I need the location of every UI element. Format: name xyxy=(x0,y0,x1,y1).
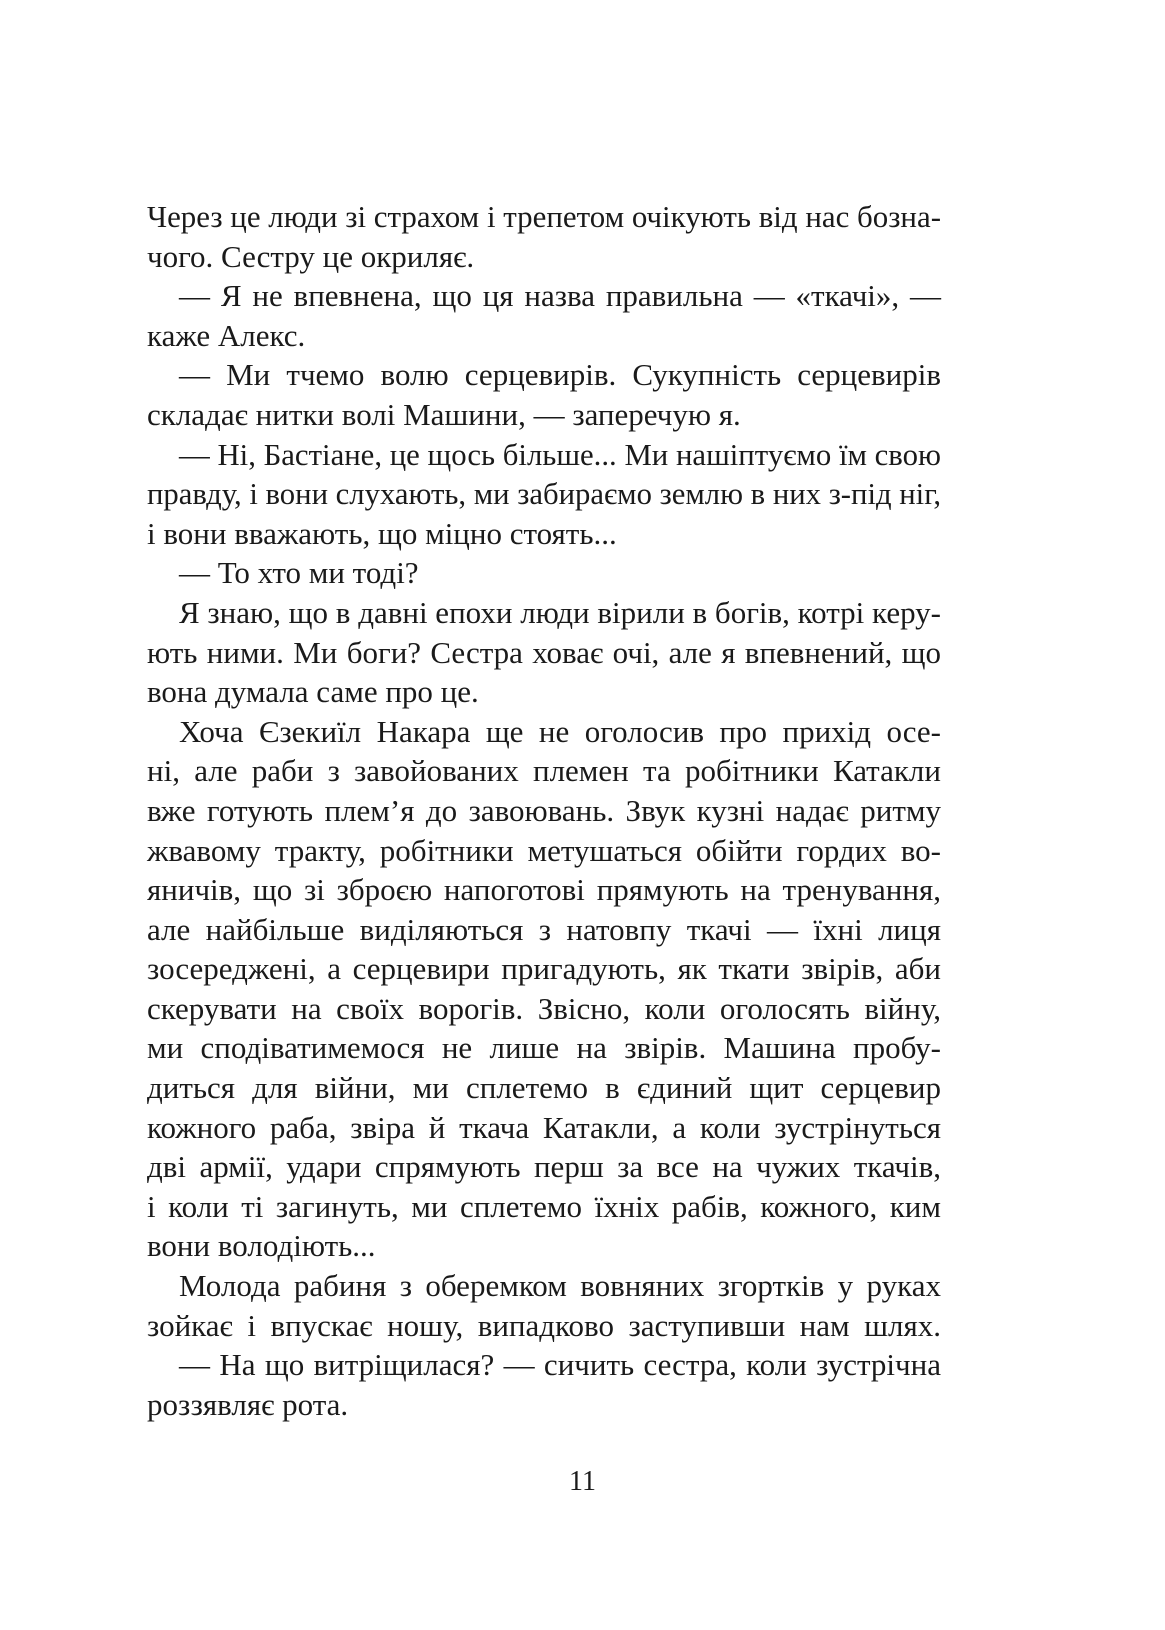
text-line: яничів, що зі зброєю напоготові прямують на тренування, xyxy=(147,872,941,908)
text-line: диться для війни, ми сплетемо в єдиний щит серцевир xyxy=(147,1070,941,1106)
text-line: жвавому тракту, робітники метушаться обійти гордих во- xyxy=(147,832,941,868)
text-line: Через це люди зі страхом і трепетом очікують від нас бозна- xyxy=(147,199,941,234)
text-line: Я знаю, що в давні епохи люди вірили в богів, котрі керу- xyxy=(179,594,941,630)
text-line: роззявляє рота. xyxy=(147,1386,349,1422)
text-line: ми сподіватимемося не лише на звірів. Машина пробу- xyxy=(147,1030,941,1066)
text-line: — То хто ми тоді? xyxy=(179,555,419,591)
page-number: 11 xyxy=(569,1466,596,1497)
text-line: Молода рабиня з оберемком вовняних згортків у руках xyxy=(179,1268,941,1304)
text-line: вони володіють... xyxy=(147,1228,376,1264)
body-text xyxy=(147,197,941,1424)
text-line: вже готують плем’я до завоювань. Звук кузні надає ритму xyxy=(147,792,941,828)
text-line: — На що витріщилася? — сичить сестра, коли зустрічна xyxy=(179,1347,941,1383)
text-line: кожного раба, звіра й ткача Катакли, а коли зустрінуться xyxy=(147,1109,941,1145)
text-line: ють ними. Ми боги? Сестра ховає очі, але я впевнений, що xyxy=(147,634,941,670)
text-line: складає нитки волі Машини, — заперечую я. xyxy=(147,396,741,432)
text-line: і коли ті загинуть, ми сплетемо їхніх рабів, кожного, ким xyxy=(147,1188,941,1224)
text-line: зойкає і впускає ношу, випадково заступивши нам шлях. xyxy=(147,1307,941,1343)
text-line: — Ні, Бастіане, це щось більше... Ми нашіптуємо їм свою xyxy=(178,436,941,472)
text-line: каже Алекс. xyxy=(147,317,306,353)
text-line: — Ми тчемо волю серцевирів. Сукупність серцевирів xyxy=(179,357,941,393)
text-line: скерувати на своїх ворогів. Звісно, коли оголосять війну, xyxy=(147,990,941,1026)
text-line: дві армії, удари спрямують перш за все на чужих ткачів, xyxy=(147,1149,941,1185)
text-line: правду, і вони слухають, ми забираємо землю в них з-під ніг, xyxy=(147,476,941,512)
text-line: Хоча Єзекиїл Накара ще не оголосив про прихід осе- xyxy=(179,713,941,749)
text-line: зосереджені, а серцевири пригадують, як ткати звірів, аби xyxy=(147,951,941,987)
text-line: вона думала саме про це. xyxy=(147,674,479,710)
text-line: і вони вважають, що міцно стоять... xyxy=(147,515,617,551)
text-line: ні, але раби з завойованих племен та робітники Катакли xyxy=(147,753,941,789)
text-line: але найбільше виділяються з натовпу ткачі — їхні лиця xyxy=(147,911,941,947)
text-line: чого. Сестру це окриляє. xyxy=(147,238,475,274)
text-line: — Я не впевнена, що ця назва правильна — «ткачі», — xyxy=(179,278,941,314)
